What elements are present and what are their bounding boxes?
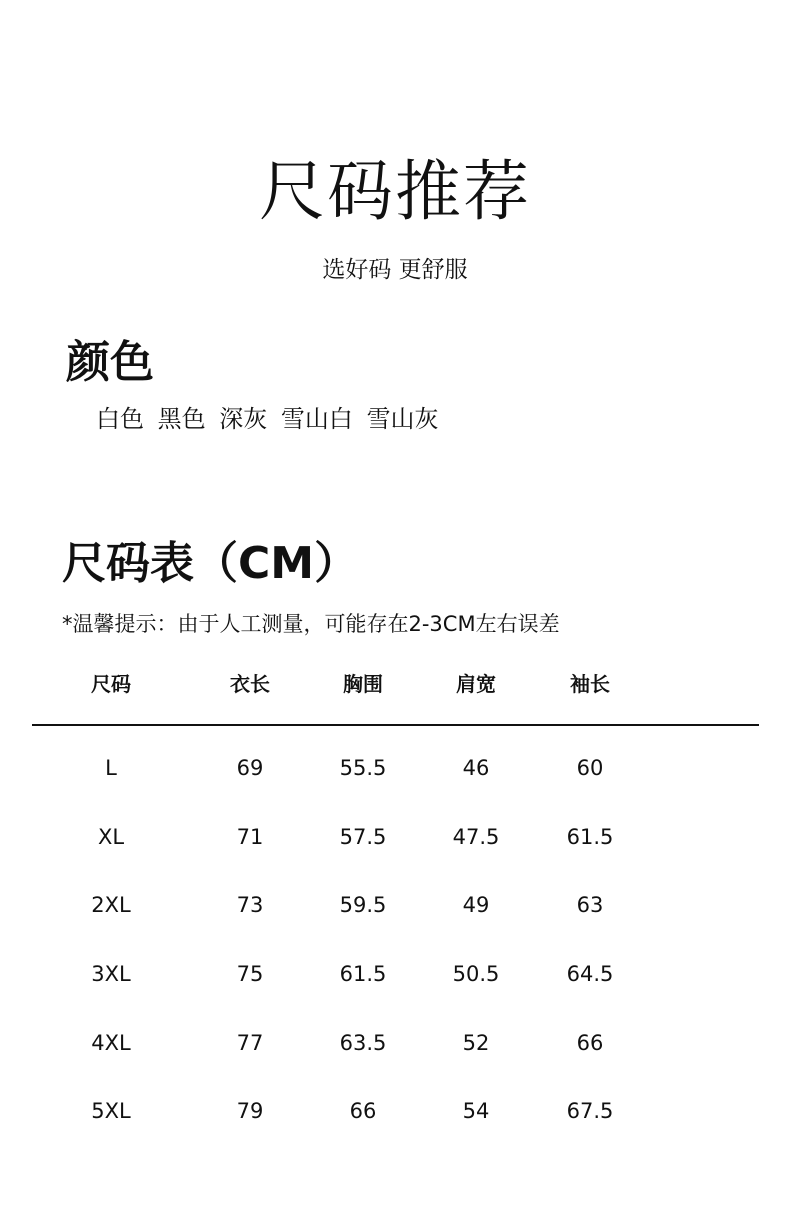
- table-cell: 60: [576, 756, 604, 780]
- column-header-length: 衣长: [230, 672, 270, 696]
- table-row: [0, 958, 790, 990]
- table-cell: 3XL: [91, 962, 131, 986]
- measurement-tip: *温馨提示：由于人工测量，可能存在2-3CM左右误差: [62, 612, 560, 636]
- table-cell: 75: [236, 962, 264, 986]
- table-cell: 63.5: [339, 1031, 387, 1055]
- column-header-shoulder: 肩宽: [456, 672, 496, 696]
- color-list: [96, 403, 445, 435]
- table-cell: 69: [236, 756, 264, 780]
- table-cell: 73: [236, 893, 264, 917]
- table-cell: 66: [576, 1031, 604, 1055]
- table-cell: 57.5: [339, 825, 387, 849]
- color-option: 白色: [96, 405, 144, 433]
- page-subtitle: 选好码 更舒服: [322, 257, 468, 283]
- table-cell: 67.5: [566, 1099, 614, 1123]
- table-cell: 5XL: [91, 1099, 131, 1123]
- table-cell: 47.5: [452, 825, 500, 849]
- page-title: 尺码推荐: [259, 153, 531, 230]
- table-cell: L: [105, 756, 117, 780]
- color-option: 黑色: [157, 405, 206, 433]
- table-cell: 55.5: [339, 756, 387, 780]
- table-cell: 61.5: [566, 825, 614, 849]
- column-header-chest: 胸围: [343, 672, 383, 696]
- table-row: [0, 821, 790, 853]
- table-cell: 4XL: [91, 1031, 131, 1055]
- size-chart-heading: 尺码表（CM）: [62, 538, 359, 589]
- color-option: 雪山灰: [366, 405, 439, 433]
- table-cell: 46: [462, 756, 490, 780]
- table-cell: 54: [462, 1099, 490, 1123]
- color-option: 深灰: [219, 405, 268, 433]
- column-header-sleeve: 袖长: [570, 672, 610, 696]
- column-header-size: 尺码: [91, 672, 131, 696]
- table-cell: XL: [97, 825, 125, 849]
- table-cell: 52: [462, 1031, 490, 1055]
- table-cell: 66: [349, 1099, 377, 1123]
- table-cell: 77: [236, 1031, 264, 1055]
- table-row: [0, 752, 790, 784]
- table-cell: 49: [462, 893, 490, 917]
- table-cell: 63: [576, 893, 604, 917]
- table-row: [0, 1027, 790, 1059]
- table-cell: 50.5: [452, 962, 500, 986]
- table-cell: 59.5: [339, 893, 387, 917]
- color-heading: 颜色: [66, 337, 154, 388]
- table-cell: 71: [236, 825, 264, 849]
- table-cell: 64.5: [566, 962, 614, 986]
- color-option: 雪山白: [280, 405, 353, 433]
- table-divider: [32, 724, 759, 726]
- table-header: [0, 668, 790, 700]
- table-cell: 61.5: [339, 962, 387, 986]
- table-row: [0, 889, 790, 921]
- table-row: [0, 1095, 790, 1127]
- table-cell: 2XL: [91, 893, 131, 917]
- table-cell: 79: [236, 1099, 264, 1123]
